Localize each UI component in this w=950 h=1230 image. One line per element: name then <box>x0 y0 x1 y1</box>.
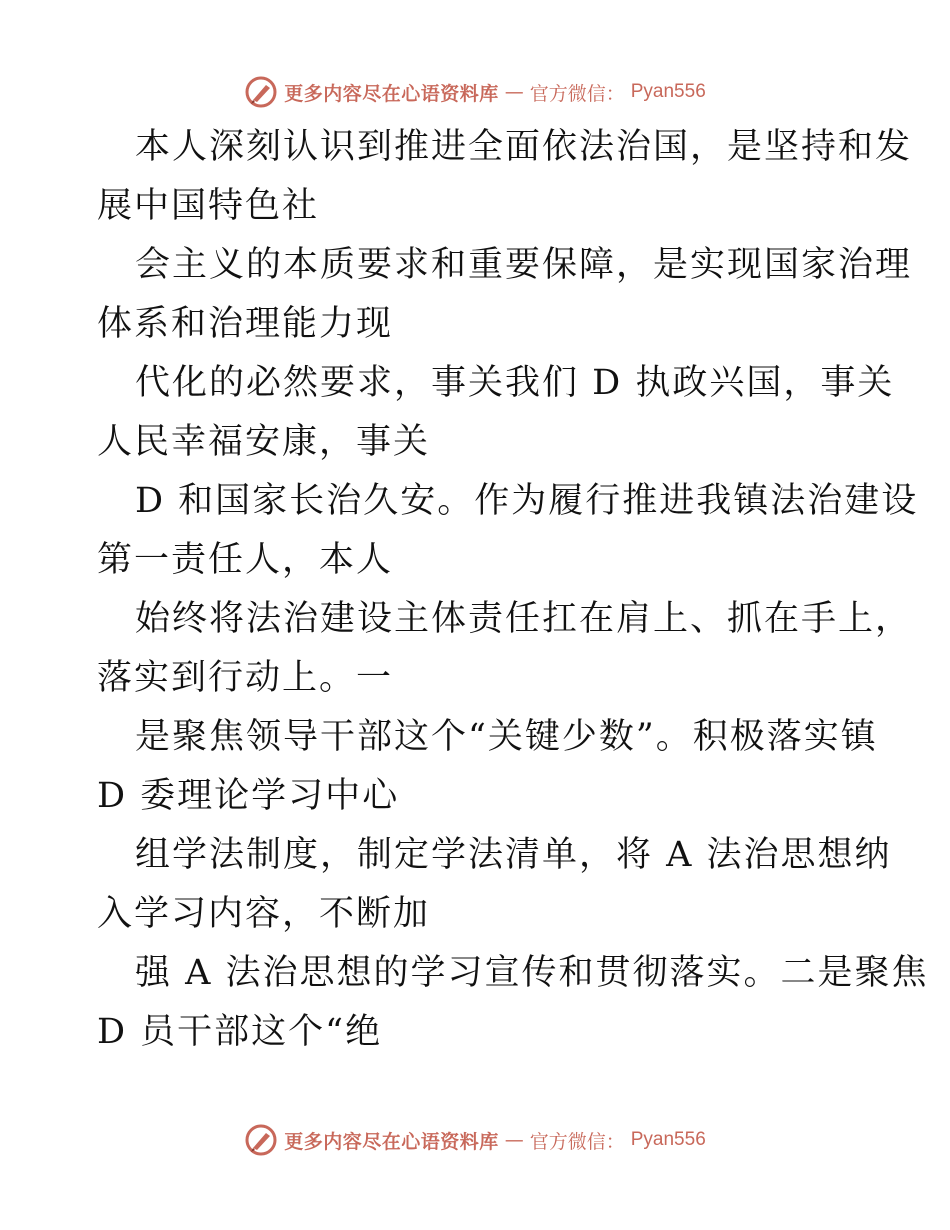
header-watermark <box>0 72 950 112</box>
body-line: 第一责任人，本人 <box>97 540 394 580</box>
body-line: 强 A 法治思想的学习宣传和贯彻落实。二是聚焦 <box>135 953 929 993</box>
body-line: 会主义的本质要求和重要保障，是实现国家治理 <box>135 245 913 285</box>
watermark-brand: 更多内容尽在心语资料库 <box>284 1130 499 1153</box>
body-line: 入学习内容，不断加 <box>97 894 431 934</box>
body-line: D 委理论学习中心 <box>97 776 400 816</box>
body-line: 代化的必然要求，事关我们 D 执政兴国，事关 <box>135 363 895 403</box>
watermark-wechat-label: 官方微信： <box>529 1130 625 1153</box>
body-line: D 和国家长治久安。作为履行推进我镇法治建设 <box>135 481 919 521</box>
watermark-separator: — <box>504 81 524 103</box>
document-body <box>97 118 929 1062</box>
body-line: 组学法制度，制定学法清单，将 A 法治思想纳 <box>135 835 892 875</box>
body-line: 人民幸福安康，事关 <box>97 422 431 462</box>
watermark-separator: — <box>504 1129 524 1151</box>
body-line: 始终将法治建设主体责任扛在肩上、抓在手上， <box>135 599 913 639</box>
body-line: 体系和治理能力现 <box>97 304 394 344</box>
footer-watermark <box>0 1120 950 1160</box>
watermark-wechat-id: Pyan556 <box>630 81 706 102</box>
watermark-wechat-id: Pyan556 <box>630 1129 706 1150</box>
body-line: 本人深刻认识到推进全面依法治国，是坚持和发 <box>135 127 913 167</box>
body-line: 是聚焦领导干部这个“关键少数”。积极落实镇 <box>135 717 878 757</box>
body-line: 展中国特色社 <box>97 186 320 226</box>
body-line: D 员干部这个“绝 <box>97 1012 383 1052</box>
watermark-wechat-label: 官方微信： <box>529 82 625 105</box>
pen-logo-icon <box>244 1123 278 1157</box>
pen-logo-icon <box>244 75 278 109</box>
watermark-brand: 更多内容尽在心语资料库 <box>284 82 499 105</box>
body-line: 落实到行动上。一 <box>97 658 394 698</box>
